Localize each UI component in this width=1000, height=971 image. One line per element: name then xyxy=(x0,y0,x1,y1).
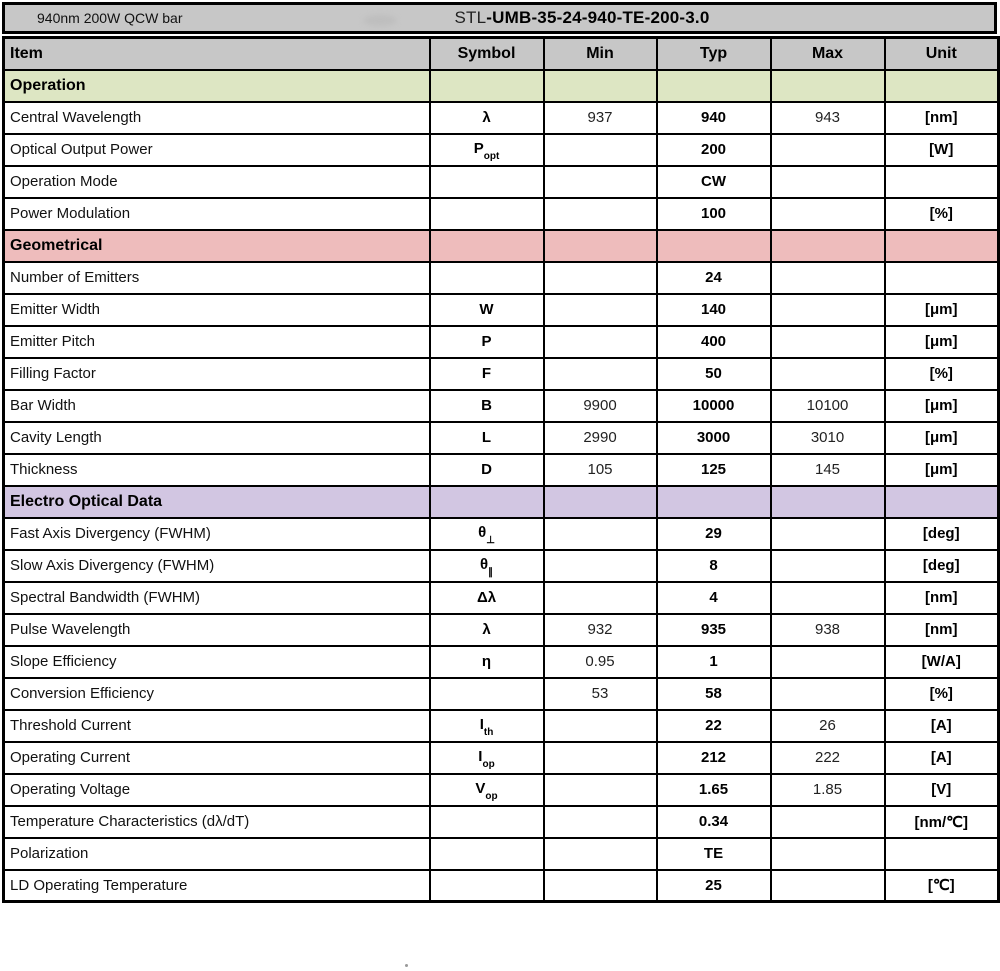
cell-item: Emitter Width xyxy=(4,294,430,326)
cell-unit: [℃] xyxy=(885,870,999,902)
cell-item: Emitter Pitch xyxy=(4,326,430,358)
cell-typ: 25 xyxy=(657,870,771,902)
cell-unit: [μm] xyxy=(885,422,999,454)
cell-typ: 1.65 xyxy=(657,774,771,806)
table-row-filling-factor xyxy=(4,358,999,390)
symbol-main: θ xyxy=(479,555,489,573)
cell-item: Cavity Length xyxy=(4,422,430,454)
cell-typ: 10000 xyxy=(657,390,771,422)
symbol-main: D xyxy=(481,461,492,478)
cell-min xyxy=(544,774,657,806)
cell-typ: 24 xyxy=(657,262,771,294)
table-row-polarization xyxy=(4,838,999,870)
cell-item: Operation Mode xyxy=(4,166,430,198)
cell-symbol xyxy=(430,870,544,902)
section-title: Electro Optical Data xyxy=(4,486,430,518)
cell-min xyxy=(544,710,657,742)
cell-symbol xyxy=(430,838,544,870)
symbol-main: Δλ xyxy=(476,589,497,606)
symbol-main: V xyxy=(475,779,486,797)
symbol-main: P xyxy=(473,139,484,157)
table-row-slow-axis-divergency-fwhm xyxy=(4,550,999,582)
section-empty-cell xyxy=(771,486,885,518)
table-row-operation-mode xyxy=(4,166,999,198)
column-header-typ: Typ xyxy=(657,38,771,70)
table-row-temperature-characteristics-d-dt xyxy=(4,806,999,838)
cell-unit xyxy=(885,838,999,870)
cell-unit: [μm] xyxy=(885,390,999,422)
cell-item: Operating Current xyxy=(4,742,430,774)
cell-item: Slope Efficiency xyxy=(4,646,430,678)
cell-symbol xyxy=(430,774,544,806)
cell-symbol xyxy=(430,710,544,742)
table-row-emitter-width xyxy=(4,294,999,326)
cell-symbol xyxy=(430,678,544,710)
cell-symbol xyxy=(430,166,544,198)
cell-symbol xyxy=(430,454,544,486)
column-header-row xyxy=(4,38,999,70)
cell-unit: [nm] xyxy=(885,582,999,614)
cell-max xyxy=(771,838,885,870)
section-header-geometrical xyxy=(4,230,999,262)
table-row-pulse-wavelength xyxy=(4,614,999,646)
cell-item: Polarization xyxy=(4,838,430,870)
symbol-main: θ xyxy=(478,523,487,541)
cell-min xyxy=(544,518,657,550)
symbol-main: η xyxy=(481,653,492,670)
cell-unit: [deg] xyxy=(885,518,999,550)
table-row-thickness xyxy=(4,454,999,486)
cell-unit: [μm] xyxy=(885,294,999,326)
cell-min xyxy=(544,582,657,614)
cell-symbol xyxy=(430,582,544,614)
cell-unit: [A] xyxy=(885,742,999,774)
table-row-central-wavelength xyxy=(4,102,999,134)
cell-item: Pulse Wavelength xyxy=(4,614,430,646)
section-empty-cell xyxy=(885,230,999,262)
cell-typ: 140 xyxy=(657,294,771,326)
cell-max xyxy=(771,678,885,710)
table-row-threshold-current xyxy=(4,710,999,742)
column-header-symbol: Symbol xyxy=(430,38,544,70)
cell-typ: 22 xyxy=(657,710,771,742)
cell-unit xyxy=(885,262,999,294)
cell-max: 938 xyxy=(771,614,885,646)
cell-max xyxy=(771,358,885,390)
cell-symbol xyxy=(430,742,544,774)
cell-max: 3010 xyxy=(771,422,885,454)
section-empty-cell xyxy=(771,70,885,102)
model-prefix: STL xyxy=(454,8,487,27)
cell-typ: 50 xyxy=(657,358,771,390)
footnote-artifact xyxy=(405,964,408,967)
cell-max xyxy=(771,262,885,294)
table-row-power-modulation xyxy=(4,198,999,230)
cell-symbol xyxy=(430,646,544,678)
cell-min xyxy=(544,134,657,166)
cell-symbol xyxy=(430,518,544,550)
cell-typ: 212 xyxy=(657,742,771,774)
section-empty-cell xyxy=(885,486,999,518)
cell-item: Threshold Current xyxy=(4,710,430,742)
section-header-operation xyxy=(4,70,999,102)
cell-unit: [V] xyxy=(885,774,999,806)
symbol-main: λ xyxy=(482,109,491,126)
table-row-number-of-emitters xyxy=(4,262,999,294)
section-title: Geometrical xyxy=(4,230,430,262)
cell-unit xyxy=(885,166,999,198)
symbol-subscript: th xyxy=(483,726,494,738)
cell-min xyxy=(544,838,657,870)
cell-typ: 1 xyxy=(657,646,771,678)
symbol-main: λ xyxy=(482,621,491,638)
cell-max xyxy=(771,326,885,358)
table-row-fast-axis-divergency-fwhm xyxy=(4,518,999,550)
cell-min xyxy=(544,262,657,294)
symbol-subscript: ⊥ xyxy=(486,534,495,546)
table-row-emitter-pitch xyxy=(4,326,999,358)
section-empty-cell xyxy=(544,486,657,518)
cell-typ: 940 xyxy=(657,102,771,134)
cell-item: Conversion Efficiency xyxy=(4,678,430,710)
cell-max xyxy=(771,518,885,550)
cell-symbol xyxy=(430,294,544,326)
cell-typ: 29 xyxy=(657,518,771,550)
symbol-main: B xyxy=(481,397,492,414)
cell-item: Spectral Bandwidth (FWHM) xyxy=(4,582,430,614)
cell-min xyxy=(544,806,657,838)
cell-item: Filling Factor xyxy=(4,358,430,390)
cell-typ: CW xyxy=(657,166,771,198)
table-row-operating-current xyxy=(4,742,999,774)
cell-typ: 125 xyxy=(657,454,771,486)
cell-symbol xyxy=(430,550,544,582)
section-empty-cell xyxy=(544,230,657,262)
cell-min xyxy=(544,198,657,230)
table-row-ld-operating-temperature xyxy=(4,870,999,902)
datasheet xyxy=(2,2,997,903)
cell-unit: [μm] xyxy=(885,454,999,486)
cell-min: 53 xyxy=(544,678,657,710)
cell-typ: 3000 xyxy=(657,422,771,454)
cell-min xyxy=(544,870,657,902)
cell-max xyxy=(771,646,885,678)
cell-typ: 8 xyxy=(657,550,771,582)
cell-typ: 58 xyxy=(657,678,771,710)
cell-unit: [μm] xyxy=(885,326,999,358)
section-empty-cell xyxy=(430,70,544,102)
table-row-optical-output-power xyxy=(4,134,999,166)
cell-unit: [W/A] xyxy=(885,646,999,678)
table-row-bar-width xyxy=(4,390,999,422)
cell-max xyxy=(771,550,885,582)
cell-typ: 400 xyxy=(657,326,771,358)
product-label: 940nm 200W QCW bar xyxy=(37,10,183,26)
section-title: Operation xyxy=(4,70,430,102)
column-header-min: Min xyxy=(544,38,657,70)
symbol-subscript: op xyxy=(485,790,498,802)
cell-symbol xyxy=(430,806,544,838)
cell-min xyxy=(544,166,657,198)
symbol-main: F xyxy=(481,365,492,382)
title-bar xyxy=(2,2,997,34)
cell-unit: [nm] xyxy=(885,102,999,134)
symbol-main: I xyxy=(479,715,484,733)
cell-unit: [%] xyxy=(885,358,999,390)
cell-max: 145 xyxy=(771,454,885,486)
cell-max xyxy=(771,198,885,230)
cell-typ: TE xyxy=(657,838,771,870)
cell-typ: 935 xyxy=(657,614,771,646)
cell-item: Fast Axis Divergency (FWHM) xyxy=(4,518,430,550)
section-empty-cell xyxy=(657,70,771,102)
cell-max: 222 xyxy=(771,742,885,774)
cell-item: Optical Output Power xyxy=(4,134,430,166)
cell-max: 10100 xyxy=(771,390,885,422)
section-empty-cell xyxy=(771,230,885,262)
section-empty-cell xyxy=(657,230,771,262)
cell-typ: 200 xyxy=(657,134,771,166)
symbol-main: W xyxy=(479,301,494,318)
cell-item: LD Operating Temperature xyxy=(4,870,430,902)
cell-max xyxy=(771,870,885,902)
cell-symbol xyxy=(430,262,544,294)
cell-symbol xyxy=(430,326,544,358)
cell-min: 9900 xyxy=(544,390,657,422)
spec-table xyxy=(2,36,1000,903)
table-row-operating-voltage xyxy=(4,774,999,806)
cell-unit: [nm] xyxy=(885,614,999,646)
cell-symbol xyxy=(430,198,544,230)
symbol-main: P xyxy=(481,333,492,350)
cell-max: 1.85 xyxy=(771,774,885,806)
cell-max: 26 xyxy=(771,710,885,742)
cell-max: 943 xyxy=(771,102,885,134)
cell-unit: [nm/℃] xyxy=(885,806,999,838)
cell-item: Number of Emitters xyxy=(4,262,430,294)
cell-symbol xyxy=(430,390,544,422)
model-number xyxy=(170,5,994,31)
table-row-slope-efficiency xyxy=(4,646,999,678)
cell-symbol xyxy=(430,102,544,134)
cell-min: 105 xyxy=(544,454,657,486)
section-header-electro-optical-data xyxy=(4,486,999,518)
cell-unit: [deg] xyxy=(885,550,999,582)
column-header-max: Max xyxy=(771,38,885,70)
symbol-subscript: ∥ xyxy=(488,566,494,578)
cell-min: 0.95 xyxy=(544,646,657,678)
cell-typ: 4 xyxy=(657,582,771,614)
cell-max xyxy=(771,134,885,166)
cell-unit: [W] xyxy=(885,134,999,166)
cell-item: Slow Axis Divergency (FWHM) xyxy=(4,550,430,582)
section-empty-cell xyxy=(544,70,657,102)
table-row-spectral-bandwidth-fwhm xyxy=(4,582,999,614)
cell-min xyxy=(544,742,657,774)
symbol-main: I xyxy=(478,747,483,765)
cell-item: Power Modulation xyxy=(4,198,430,230)
cell-min xyxy=(544,326,657,358)
cell-unit: [%] xyxy=(885,678,999,710)
section-empty-cell xyxy=(657,486,771,518)
cell-symbol xyxy=(430,358,544,390)
cell-min: 937 xyxy=(544,102,657,134)
column-header-item: Item xyxy=(4,38,430,70)
section-empty-cell xyxy=(430,230,544,262)
cell-min: 2990 xyxy=(544,422,657,454)
section-empty-cell xyxy=(885,70,999,102)
cell-symbol xyxy=(430,134,544,166)
cell-item: Bar Width xyxy=(4,390,430,422)
model-suffix: -UMB-35-24-940-TE-200-3.0 xyxy=(486,8,710,27)
cell-unit: [%] xyxy=(885,198,999,230)
table-row-conversion-efficiency xyxy=(4,678,999,710)
cell-typ: 0.34 xyxy=(657,806,771,838)
cell-min xyxy=(544,358,657,390)
section-empty-cell xyxy=(430,486,544,518)
cell-symbol xyxy=(430,422,544,454)
symbol-main: L xyxy=(481,429,492,446)
cell-min xyxy=(544,294,657,326)
table-row-cavity-length xyxy=(4,422,999,454)
symbol-subscript: op xyxy=(482,758,495,770)
cell-max xyxy=(771,806,885,838)
cell-symbol xyxy=(430,614,544,646)
cell-max xyxy=(771,294,885,326)
cell-typ: 100 xyxy=(657,198,771,230)
cell-item: Thickness xyxy=(4,454,430,486)
cell-item: Central Wavelength xyxy=(4,102,430,134)
cell-min: 932 xyxy=(544,614,657,646)
cell-item: Operating Voltage xyxy=(4,774,430,806)
column-header-unit: Unit xyxy=(885,38,999,70)
cell-max xyxy=(771,582,885,614)
cell-max xyxy=(771,166,885,198)
cell-min xyxy=(544,550,657,582)
symbol-subscript: opt xyxy=(483,150,500,162)
cell-item: Temperature Characteristics (dλ/dT) xyxy=(4,806,430,838)
cell-unit: [A] xyxy=(885,710,999,742)
